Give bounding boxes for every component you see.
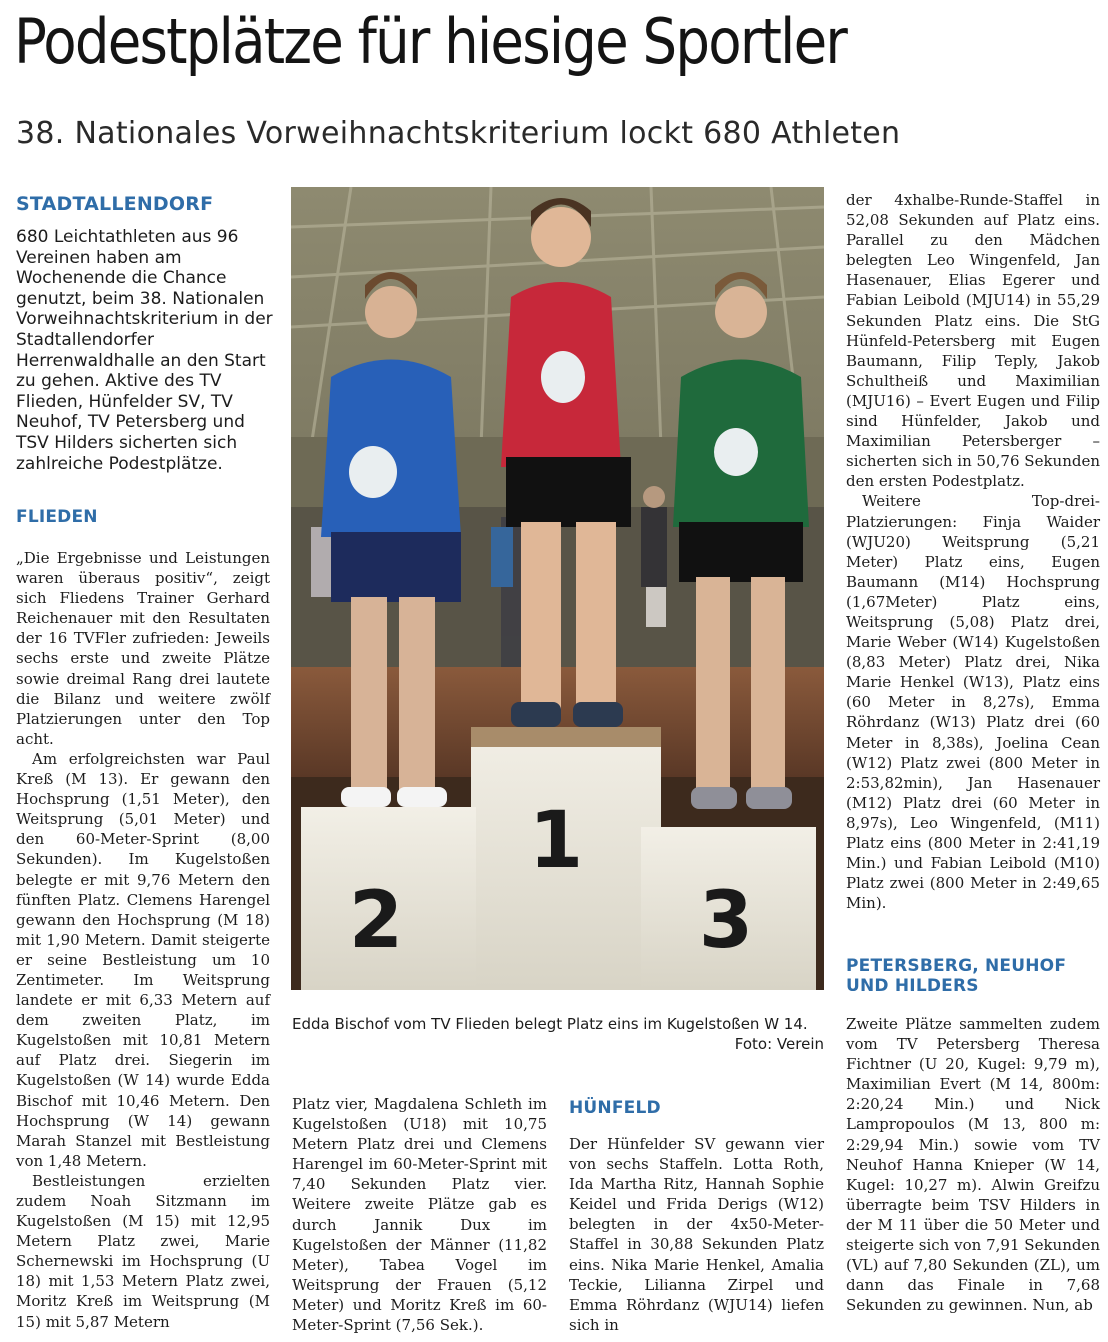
- caption-text: Edda Bischof vom TV Flieden belegt Platz eins im Kugelstoßen W 14.: [292, 1015, 808, 1033]
- section-heading-petersberg-line-1: PETERSBERG, NEUHOF: [846, 956, 1067, 976]
- flieden-paragraph-3: Bestleistungen erzielten zudem Noah Sitzmann im Kugelstoßen (M 15) mit 12,95 Metern Platz zwei, Marie Schernewski im Hochsprung (U 18) mit 1,53 Metern Platz zwei, Moritz Kreß im Weitsprung (M 15) mit 5,87 Metern: [16, 1171, 270, 1331]
- column-2-paragraph: Platz vier, Magdalena Schleth im Kugelstoßen (U18) mit 10,75 Metern Platz drei und Clemens Harengel im 60-Meter-Sprint mit 7,40 Sekunden Platz vier. Weitere zweite Plätze gab es durch Jannik Dux im Kugelstoßen der Männer (11,82 Meter), Tabea Vogel im Weitsprung der Frauen (5,12 Meter) und Moritz Kreß im 60-Meter-Sprint (7,56 Sek.).: [292, 1095, 547, 1335]
- lead-paragraph: 680 Leichtathleten aus 96 Vereinen haben am Wochenende die Chance genutzt, beim 38. Nationalen Vorweihnachtskriterium in der Stadtallendorfer Herrenwaldhalle an den Start zu gehen. Aktive des TV Flieden, Hünfelder SV, TV Neuhof, TV Petersberg und TSV Hilders sicherten sich zahlreiche Podestplätze.: [16, 227, 273, 474]
- article-photo: [291, 187, 824, 990]
- petersberg-paragraph: Zweite Plätze sammelten zudem vom TV Petersberg Theresa Fichtner (U 20, Kugel: 9,79 m), Maximilian Evert (M 14, 800m: 2:20,24 Min.) und Nick Lampropoulos (M 13, 800 m: 2:29,94 Min.) sowie vom TV Neuhof Hanna Knieper (W 14, Kugel: 10,27 m). Alwin Greifzu überragte beim TSV Hilders in der M 11 über die 50 Meter und steigerte sich von 7,91 Sekunden (VL) auf 7,80 Sekunden (ZL), um dann das Finale in 7,68 Sekunden zu gewinnen. Nun, ab: [846, 1015, 1100, 1315]
- podium-label-first: 1: [528, 796, 584, 886]
- dateline: STADTALLENDORF: [16, 193, 214, 215]
- column-4-paragraph-2: Weitere Top-drei-Platzierungen: Finja Waider (WJU20) Weitsprung (5,21 Meter) Platz eins, Eugen Baumann (M14) Hochsprung (1,67Meter) Platz eins, Weitsprung (5,08) Platz drei, Marie Weber (W14) Kugelstoßen (8,83 Meter) Platz drei, Nika Marie Henkel (W13), Platz eins (60 Meter in 8,27s), Emma Röhrdanz (W13) Platz drei (60 Meter in 8,38s), Joelina Cean (W12) Platz zwei (800 Meter in 2:53,82min), Jan Hasenauer (M12) Platz drei (60 Meter in 8,97s), Leo Wingenfeld, (M11) Platz eins (800 Meter in 2:41,19 Min.) und Fabian Leibold (M10) Platz zwei (800 Meter in 2:49,65 Min).: [846, 492, 1100, 913]
- photo-caption: [292, 1014, 824, 1054]
- headline: Podestplätze für hiesige Sportler: [14, 5, 847, 78]
- column-4-paragraph-1: der 4xhalbe-Runde-Staffel in 52,08 Sekunden auf Platz eins. Parallel zu den Mädchen belegten Leo Wingenfeld, Jan Hasenauer, Elias Egerer und Fabian Leibold (MJU14) in 55,29 Sekunden Platz eins. Die StG Hünfeld-Petersberg mit Eugen Baumann, Filip Teply, Jakob Schultheiß und Maximilian (MJU16) – Evert Eugen und Filip sind Hünfelder, Jakob und Maximilian Petersberger – sicherten sich in 50,76 Sekunden den ersten Podestplatz.: [846, 191, 1100, 491]
- section-heading-flieden: FLIEDEN: [16, 507, 98, 527]
- flieden-paragraph-1: „Die Ergebnisse und Leistungen waren überaus positiv“, zeigt sich Fliedens Trainer Gerhard Reichenauer mit den Resultaten der 16 TVFler zufrieden: Jeweils sechs erste und zweite Plätze sowie dreimal Rang drei lautete die Bilanz und weitere zwölf Platzierungen unter den Top acht.: [16, 549, 270, 748]
- section-heading-petersberg-line-2: UND HILDERS: [846, 976, 979, 996]
- section-heading-petersberg: [846, 956, 1066, 996]
- podium-photo-illustration: [291, 187, 824, 990]
- podium-label-second: 2: [348, 876, 404, 966]
- flieden-paragraph-2: Am erfolgreichsten war Paul Kreß (M 13). Er gewann den Hochsprung (1,51 Meter), den Weitsprung (5,01 Meter) und den 60-Meter-Sprint (8,00 Sekunden). Im Kugelstoßen belegte er mit 9,76 Metern den fünften Platz. Clemens Harengel gewann den Hochsprung (M 18) mit 1,90 Metern. Damit steigerte er seine Bestleistung um 10 Zentimeter. Im Weitsprung landete er mit 6,33 Metern auf dem zweiten Platz, im Kugelstoßen mit 10,81 Metern auf Platz drei. Siegerin im Kugelstoßen (W 14) wurde Edda Bischof mit 10,46 Metern. Den Hochsprung (W 14) gewann Marah Stanzel mit Bestleistung von 1,48 Metern.: [16, 749, 270, 1170]
- column-3-body: [569, 1134, 824, 1335]
- photo-credit: Foto: Verein: [734, 1035, 824, 1053]
- subheadline: 38. Nationales Vorweihnachtskriterium lockt 680 Athleten: [16, 116, 901, 151]
- huenfeld-paragraph: Der Hünfelder SV gewann vier von sechs Staffeln. Lotta Roth, Ida Martha Ritz, Hannah Sophie Keidel und Frida Derigs (W12) belegten in der 4x50-Meter-Staffel in 30,88 Sekunden Platz eins. Nika Marie Henkel, Amalia Teckie, Lilianna Zirpel und Emma Röhrdanz (WJU14) liefen sich in: [569, 1135, 824, 1334]
- petersberg-body: [846, 1014, 1100, 1315]
- column-2-body: [292, 1094, 547, 1335]
- column-4-body: [846, 190, 1100, 913]
- podium-label-third: 3: [698, 876, 754, 966]
- section-heading-huenfeld: HÜNFELD: [569, 1098, 661, 1118]
- column-1-body: [16, 548, 270, 1332]
